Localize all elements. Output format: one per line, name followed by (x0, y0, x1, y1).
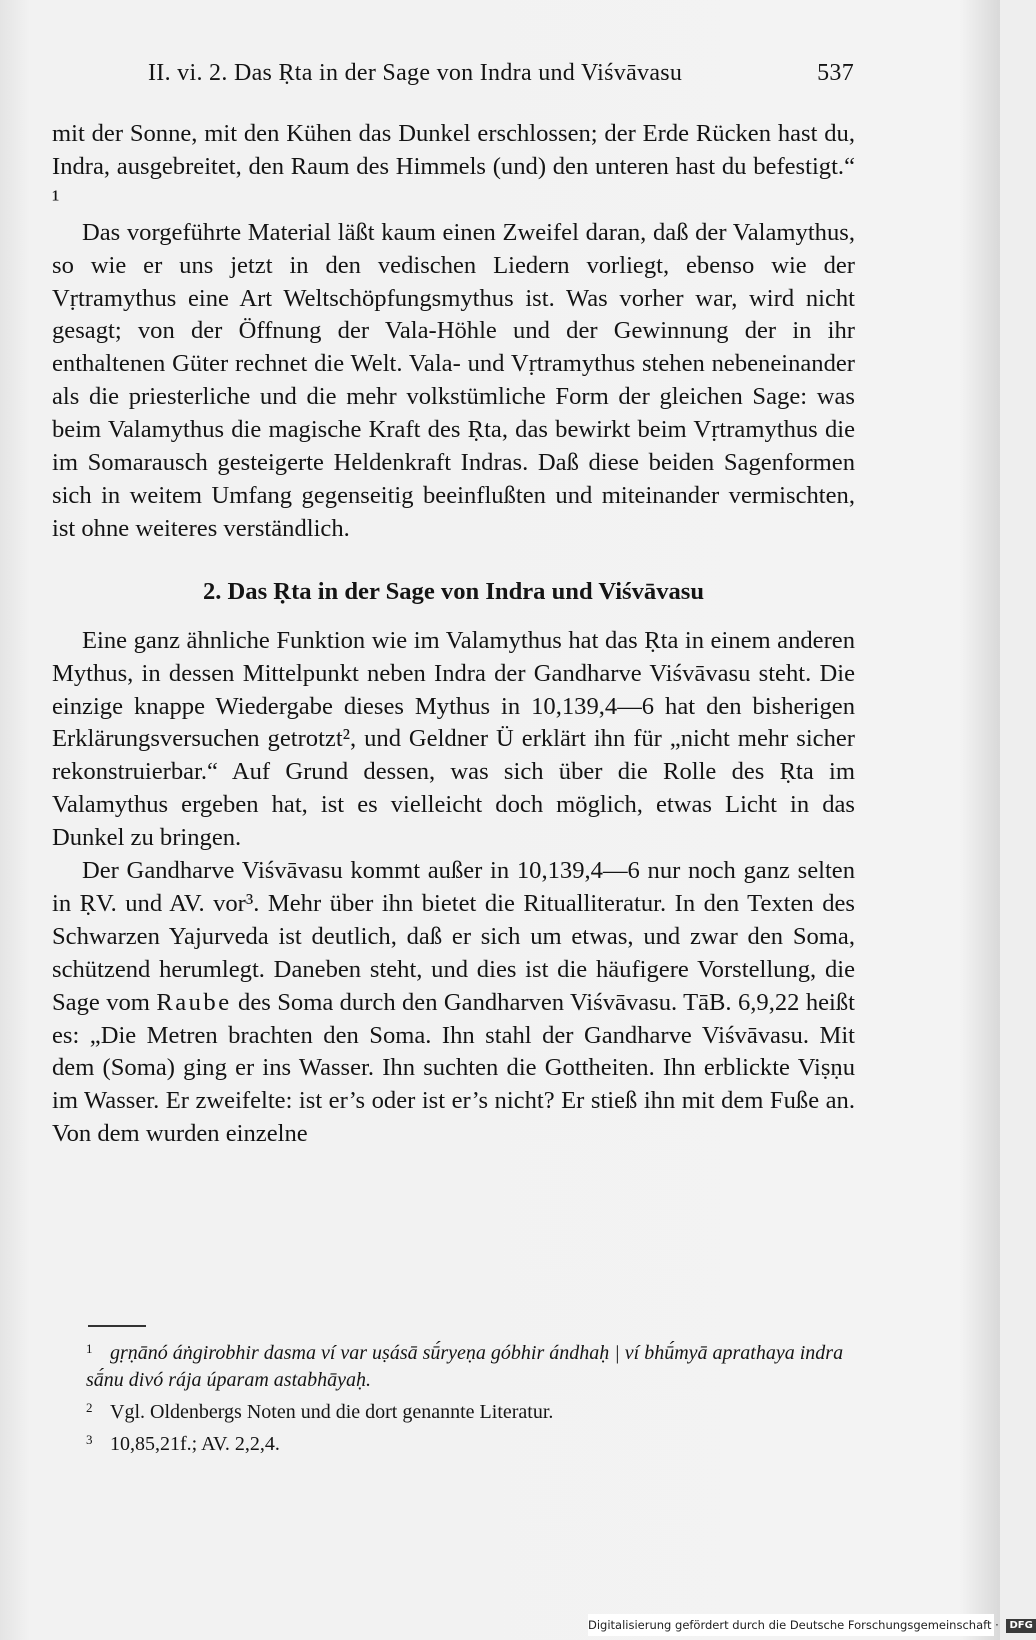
footnote-1 (86, 1335, 856, 1394)
page-number: 537 (817, 60, 854, 86)
digitization-credit (588, 1614, 1033, 1636)
paragraph-indra-visvavasu: Eine ganz ähnliche Funktion wie im Valamythus hat das Ṛta in einem anderen Mythus, in dessen Mittelpunkt neben Indra der Gandharve Viśvāvasu steht. Die einzige knappe Wiedergabe dieses Mythus in 10,139,4—6 hat den bisherigen Erklärungsversuchen getrotzt², und Geldner Ü erklärt ihn für „nicht mehr sicher rekonstruierbar.“ Auf Grund dessen, was sich über die Rolle des Ṛta im Valamythus ergeben hat, ist es vielleicht doch möglich, etwas Licht in das Dunkel zu bringen. (52, 626, 855, 852)
footnote-3 (86, 1426, 856, 1458)
body-text (52, 118, 855, 1151)
footnote-2 (86, 1394, 856, 1426)
paragraph-gandharve (52, 855, 855, 1151)
paragraph-gandharve-end: des Soma durch den Gandharven Viśvāvasu. TāB. 6,9,22 heißt es: „Die Metren brachten den Soma. Ihn stahl der Gandharve Viśvāvasu. Mit dem (Soma) ging er ins Wasser. Ihn suchten die Gottheiten. Ihn erblickte Viṣṇu im Wasser. Er zweifelte: ist er’s oder ist er’s nicht? Er stieß ihn mit dem Fuße an. Von dem wurden einzelne (52, 988, 855, 1148)
dfg-logo: DFG (1006, 1619, 1035, 1633)
footnote-mark: 1 (86, 1341, 93, 1356)
footnote-text: 10,85,21f.; AV. 2,2,4. (110, 1433, 280, 1455)
credit-text: Digitalisierung gefördert durch die Deutsche Forschungsgemeinschaft · (588, 1618, 999, 1632)
spaced-emphasis-word: Raube (156, 988, 232, 1016)
running-head-title: II. vi. 2. Das Ṛta in der Sage von Indra und Viśvāvasu (148, 60, 683, 86)
footnote-text: gṛṇānó áṅgirobhir dasma ví var uṣásā sū́ryeṇa góbhir ándhaḥ | ví bhū́myā aprathaya indra sā́nu divó rája úparam astabhāyaḥ. (86, 1342, 844, 1391)
footnote-mark: 3 (86, 1432, 93, 1447)
paragraph-vala-summary: Das vorgeführte Material läßt kaum einen Zweifel daran, daß der Valamythus, so wie er uns jetzt in den vedischen Liedern vorliegt, ebenso wie der Vṛtramythus eine Art Weltschöpfungsmythus ist. Was vorher war, wird nicht gesagt; von der Öffnung der Vala-Höhle und der Gewinnung der in ihr enthaltenen Güter rechnet die Welt. Vala- und Vṛtramythus stehen nebeneinander als die priesterliche und die mehr volkstümliche Form der gleichen Sage: was beim Valamythus die magische Kraft des Ṛta, das bewirkt beim Vṛtramythus die im Somarausch gesteigerte Heldenkraft Indras. Daß diese beiden Sagenformen sich in weitem Umfang gegenseitig beeinflußten und miteinander vermischten, ist ohne weiteres verständlich. (52, 218, 855, 542)
section-heading: 2. Das Ṛta in der Sage von Indra und Viśvāvasu (202, 577, 705, 605)
footnotes (86, 1335, 856, 1458)
footnote-rule (88, 1325, 146, 1327)
paragraph-gandharve-start: Der Gandharve Viśvāvasu kommt außer in 10,139,4—6 nur noch ganz selten in ṚV. und AV. vor³. Mehr über ihn bietet die Ritualliteratur. In den Texten des Schwarzen Yajurveda ist deutlich, daß er sich um etwas, und zwar den Soma, schützend herumlegt. Daneben steht, und dies ist die häufigere Vorstellung, die Sage vom (52, 857, 855, 1016)
footnote-text: Vgl. Oldenbergs Noten und die dort genannte Literatur. (110, 1401, 554, 1423)
footnote-mark: 2 (86, 1400, 93, 1415)
running-header (148, 60, 854, 94)
paragraph-continued: mit der Sonne, mit den Kühen das Dunkel erschlossen; der Erde Rücken hast du, Indra, ausgebreitet, den Raum des Himmels (und) den unteren hast du befestigt.“ ¹ (52, 120, 855, 213)
